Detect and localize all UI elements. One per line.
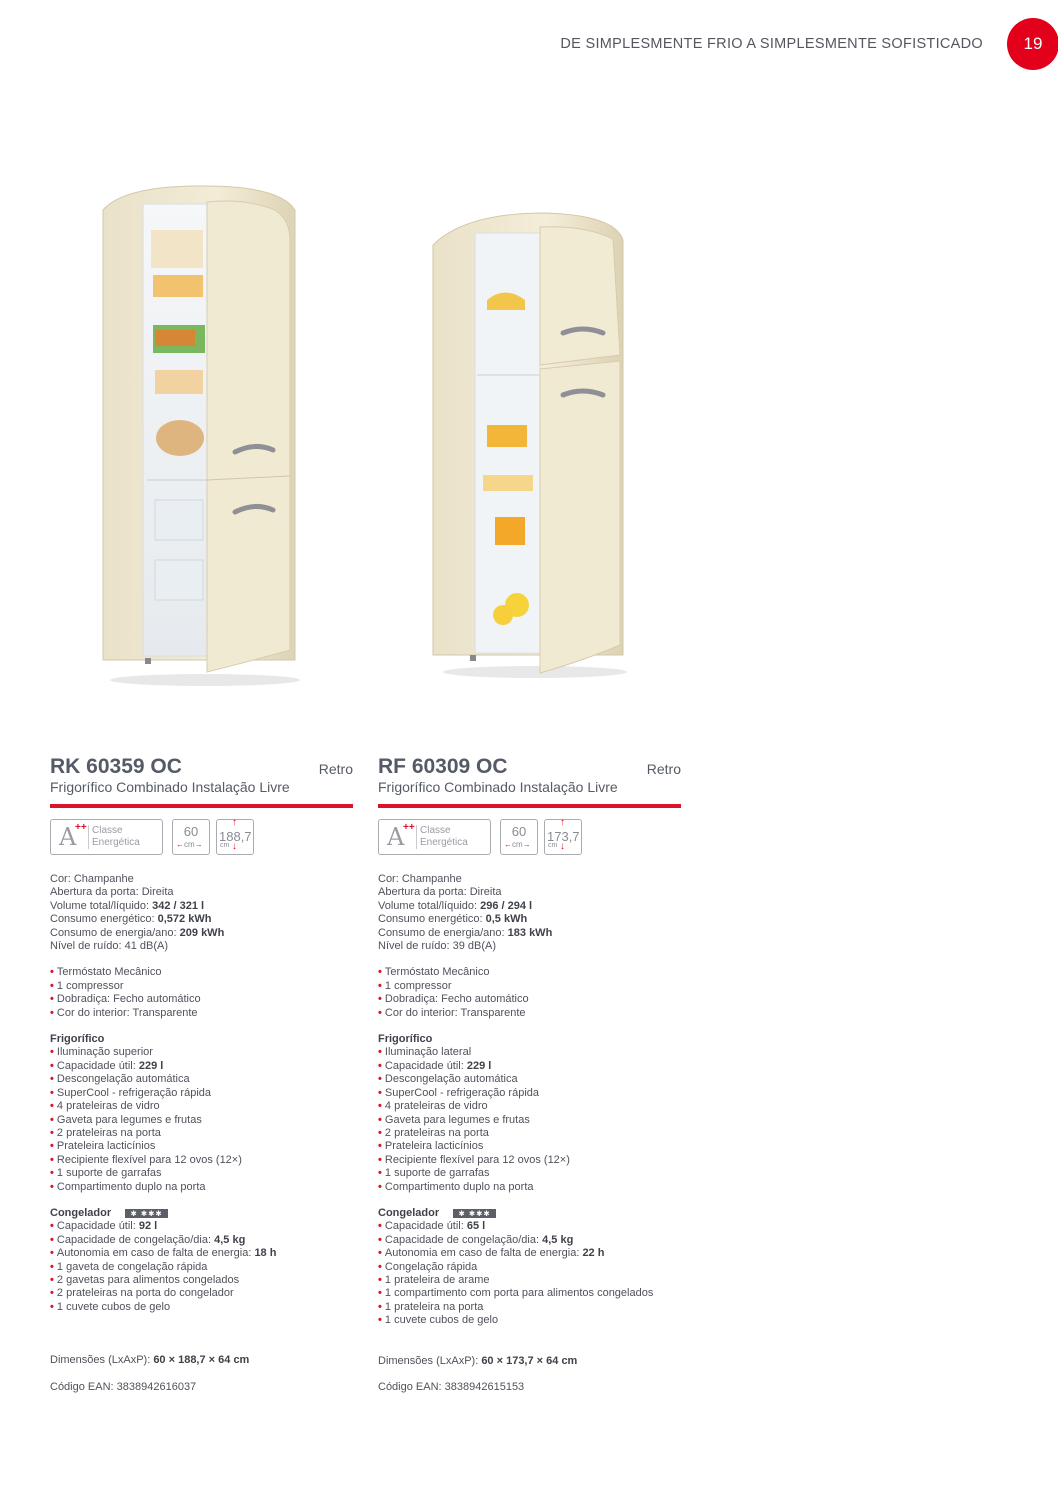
energy-class-badge — [50, 819, 163, 855]
spec-line: Nível de ruído: 41 dB(A) — [50, 940, 169, 953]
fridge-item: • 4 prateleiras de vidro — [50, 1100, 353, 1113]
fridge-item: • Descongelação automática — [378, 1073, 681, 1086]
fridge-item: • Prateleira lacticínios — [50, 1140, 353, 1153]
spec-line: Consumo energético: 0,5 kWh — [378, 913, 528, 926]
model-subtitle: Frigorífico Combinado Instalação Livre — [378, 779, 618, 795]
freezer-item: • 2 prateleiras na porta do congelador — [50, 1287, 353, 1300]
page-header-title: DE SIMPLESMENTE FRIO A SIMPLESMENTE SOFISTICADO — [560, 36, 983, 52]
model-series: Retro — [318, 761, 353, 777]
width-arrow-icon: ←cm→ — [504, 840, 531, 849]
spec-line: Cor: Champanhe — [378, 873, 462, 885]
fridge-item: • Iluminação lateral — [378, 1046, 681, 1059]
width-badge — [172, 819, 210, 855]
freezer-item: • 1 cuvete cubos de gelo — [378, 1314, 681, 1327]
fridge-item: • Prateleira lacticínios — [378, 1140, 681, 1153]
height-value: 173,7 — [547, 829, 580, 844]
freezer-item: • Capacidade útil: 65 l — [378, 1220, 681, 1233]
energy-class-badge — [378, 819, 491, 855]
ean-code: Código EAN: 3838942616037 — [50, 1380, 197, 1393]
freezer-item: • Capacidade útil: 92 l — [50, 1220, 353, 1233]
ean-code: Código EAN: 3838942615153 — [378, 1381, 525, 1393]
feature-item: • Dobradiça: Fecho automático — [50, 993, 353, 1006]
energy-class-letter: A — [387, 823, 405, 851]
spec-badges — [50, 819, 353, 859]
divider — [378, 804, 681, 808]
height-badge — [216, 819, 254, 855]
fridge-item: • Capacidade útil: 229 l — [50, 1060, 353, 1073]
fridge-item: • 1 suporte de garrafas — [378, 1167, 681, 1180]
fridge-item: • Recipiente flexível para 12 ovos (12×) — [50, 1154, 353, 1167]
arrow-down-icon: ↓ — [232, 841, 237, 852]
model-name: RF 60309 OC — [378, 755, 508, 778]
fridge-item: • 4 prateleiras de vidro — [378, 1100, 681, 1113]
product-column-1 — [50, 755, 353, 1394]
model-name: RK 60359 OC — [50, 755, 182, 778]
spec-line: Consumo energético: 0,572 kWh — [50, 913, 212, 926]
freezer-section-title: Congelador ✱ ✱✱✱ — [50, 1207, 353, 1220]
spec-line: Consumo de energia/ano: 183 kWh — [378, 926, 553, 939]
fridge-item: • Recipiente flexível para 12 ovos (12×) — [378, 1154, 681, 1167]
fridge-item: • SuperCool - refrigeração rápida — [378, 1087, 681, 1100]
freezer-item: • 2 gavetas para alimentos congelados — [50, 1274, 353, 1287]
spec-list — [50, 873, 353, 1394]
height-unit: cm — [220, 842, 230, 849]
fridge-section-title: Frigorífico — [378, 1033, 433, 1046]
spec-list — [378, 873, 681, 1394]
fridge-item: • Compartimento duplo na porta — [378, 1181, 681, 1194]
product-image-rk60359 — [95, 180, 305, 690]
freezer-item: • Autonomia em caso de falta de energia: 18 h — [50, 1247, 353, 1260]
model-subtitle: Frigorífico Combinado Instalação Livre — [50, 779, 290, 795]
freezer-item: • Capacidade de congelação/dia: 4,5 kg — [50, 1234, 353, 1247]
product-image-rf60309 — [425, 205, 630, 680]
fridge-item: • 1 suporte de garrafas — [50, 1167, 353, 1180]
height-badge — [544, 819, 582, 855]
width-value: 60 — [183, 824, 199, 839]
feature-item: • Cor do interior: Transparente — [50, 1007, 353, 1020]
model-series: Retro — [646, 761, 681, 777]
arrow-up-icon: ↑ — [232, 817, 237, 828]
dimensions: Dimensões (LxAxP): 60 × 173,7 × 64 cm — [378, 1354, 578, 1367]
freezer-item: • 1 gaveta de congelação rápida — [50, 1261, 353, 1274]
freezer-item: • Autonomia em caso de falta de energia: 22 h — [378, 1247, 681, 1260]
fridge-item: • 2 prateleiras na porta — [50, 1127, 353, 1140]
spec-badges — [378, 819, 681, 859]
feature-item: • 1 compressor — [378, 980, 681, 993]
fridge-item: • Descongelação automática — [50, 1073, 353, 1086]
fridge-item: • Gaveta para legumes e frutas — [50, 1114, 353, 1127]
energy-class-label: Classe Energética — [420, 825, 468, 848]
spec-line: Nível de ruído: 39 dB(A) — [378, 940, 497, 953]
product-column-2 — [378, 755, 681, 1394]
freezer-item: • Capacidade de congelação/dia: 4,5 kg — [378, 1234, 681, 1247]
dimensions: Dimensões (LxAxP): 60 × 188,7 × 64 cm — [50, 1354, 250, 1367]
fridge-item: • Compartimento duplo na porta — [50, 1181, 353, 1194]
feature-item: • Termóstato Mecânico — [378, 966, 681, 979]
width-value: 60 — [511, 824, 527, 839]
fridge-item: • 2 prateleiras na porta — [378, 1127, 681, 1140]
height-unit: cm — [548, 842, 558, 849]
fridge-item: • Gaveta para legumes e frutas — [378, 1114, 681, 1127]
freezer-star-rating-icon: ✱ ✱✱✱ — [453, 1209, 496, 1218]
divider — [50, 804, 353, 808]
width-badge — [500, 819, 538, 855]
arrow-up-icon: ↑ — [560, 817, 565, 828]
feature-item: • Cor do interior: Transparente — [378, 1007, 681, 1020]
spec-line: Abertura da porta: Direita — [50, 886, 174, 899]
freezer-section-title: Congelador ✱ ✱✱✱ — [378, 1207, 681, 1220]
width-arrow-icon: ←cm→ — [176, 840, 203, 849]
page-number-badge: 19 — [1007, 18, 1058, 70]
freezer-star-rating-icon: ✱ ✱✱✱ — [125, 1209, 168, 1218]
fridge-item: • Capacidade útil: 229 l — [378, 1060, 681, 1073]
spec-line: Abertura da porta: Direita — [378, 886, 502, 899]
energy-class-plus: ++ — [75, 822, 87, 833]
feature-item: • Dobradiça: Fecho automático — [378, 993, 681, 1006]
height-value: 188,7 — [219, 829, 252, 844]
fridge-item: • Iluminação superior — [50, 1046, 353, 1059]
spec-line: Consumo de energia/ano: 209 kWh — [50, 926, 225, 939]
spec-line: Volume total/líquido: 296 / 294 l — [378, 899, 533, 912]
fridge-section-title: Frigorífico — [50, 1033, 105, 1046]
energy-class-label: Classe Energética — [92, 825, 140, 848]
freezer-item: • 1 cuvete cubos de gelo — [50, 1301, 353, 1314]
feature-item: • 1 compressor — [50, 980, 353, 993]
freezer-item: • 1 prateleira na porta — [378, 1301, 681, 1314]
freezer-item: • 1 prateleira de arame — [378, 1274, 681, 1287]
feature-item: • Termóstato Mecânico — [50, 966, 353, 979]
spec-line: Cor: Champanhe — [50, 873, 134, 885]
energy-class-plus: ++ — [403, 822, 415, 833]
freezer-item: • 1 compartimento com porta para alimentos congelados — [378, 1287, 681, 1300]
fridge-item: • SuperCool - refrigeração rápida — [50, 1087, 353, 1100]
spec-line: Volume total/líquido: 342 / 321 l — [50, 899, 205, 912]
energy-class-letter: A — [59, 823, 77, 851]
arrow-down-icon: ↓ — [560, 841, 565, 852]
freezer-item: • Congelação rápida — [378, 1261, 681, 1274]
